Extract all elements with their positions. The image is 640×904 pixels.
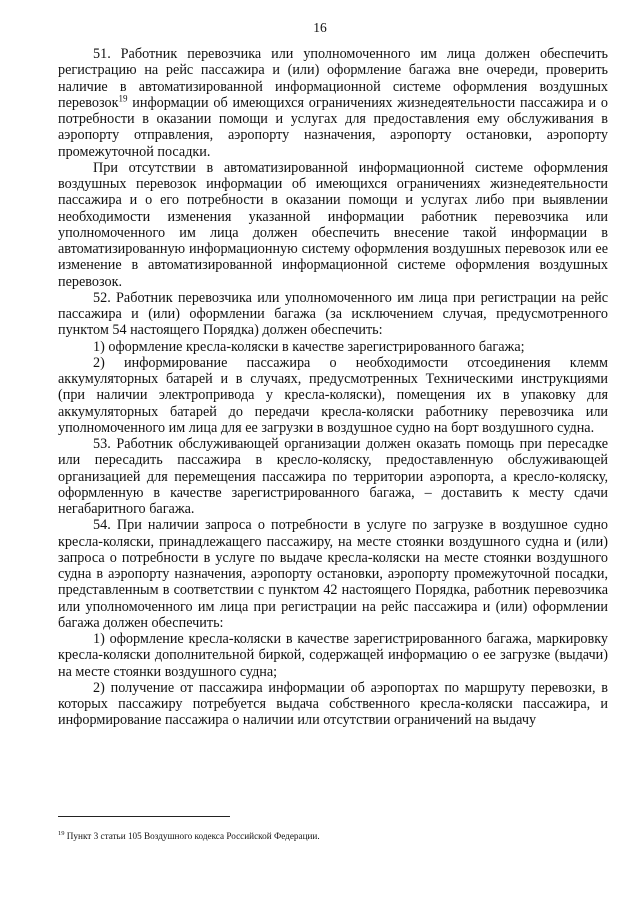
footnote-text: Пункт 3 статьи 105 Воздушного кодекса Российской Федерации.: [66, 831, 320, 841]
paragraph-51-continued: При отсутствии в автоматизированной информационной системе оформления воздушных перевозок информации об имеющихся ограничениях жизнедеятельности пассажира и о его потребности в оказании помощи и услугах либо при выявлении необходимости изменения указанной информации работник перевозчика или уполномоченного им лица должен обеспечить внесение такой информации в автоматизированную информационную систему оформления воздушных перевозок или ее изменение в автоматизированной информационной системе оформления воздушных перевозок.: [58, 159, 608, 290]
footnote: [58, 830, 608, 842]
footnote-divider: [58, 816, 230, 817]
paragraph-52-item-1: 1) оформление кресла-коляски в качестве зарегистрированного багажа;: [93, 338, 525, 355]
footnote-ref-19: 19: [118, 93, 128, 104]
paragraph-53: 53. Работник обслуживающей организации должен оказать помощь при пересадке или пересадить пассажира в кресло-коляску, предоставленную обслуживающей организацией для перемещения пассажира по территории аэропорта, а кресло-коляску, оформленную в качестве зарегистрированного багажа, – доставить к месту сдачи негабаритного багажа.: [58, 436, 608, 517]
paragraph-54-item-2: 2) получение от пассажира информации об аэропортах по маршруту перевозки, в которых пассажиру потребуется выдача собственного кресла-коляски пассажира, и информирование пассажира о наличии или отсутствии ограничений на выдачу: [58, 679, 608, 729]
paragraph-52: 52. Работник перевозчика или уполномоченного им лица при регистрации на рейс пассажира и (или) оформлении багажа (за исключением случая, предусмотренного пунктом 54 настоящего Порядка) должен обеспечить:: [58, 289, 608, 339]
page-number: 16: [313, 20, 327, 35]
body-text: [58, 46, 608, 729]
paragraph-51-text-before: 51. Работник перевозчика или уполномоченного им лица должен обеспечить регистрацию на рейс пассажира и (или) оформление багажа вне очереди, проверить наличие в автоматизированной информационной системе оформления воздушных перевозок: [58, 46, 608, 111]
paragraph-51: [58, 46, 608, 160]
paragraph-54: 54. При наличии запроса о потребности в услуге по загрузке в воздушное судно кресла-коляски, принадлежащего пассажиру, на месте стоянки воздушного судна и (или) запроса о потребности в услуге по выдаче кресла-коляски на месте стоянки воздушного судна в аэропорту назначения, аэропорту остановки, аэропорту промежуточной посадки, представленным в соответствии с пунктом 42 настоящего Порядка, работник перевозчика или уполномоченного им лица при регистрации на рейс пассажира и (или) оформлении багажа должен обеспечить:: [58, 517, 608, 631]
footnote-number: 19: [58, 829, 65, 837]
paragraph-51-text-after: информации об имеющихся ограничениях жизнедеятельности пассажира и о потребности в оказании помощи и услугах для предоставления ему обслуживания в аэропорту отправления, аэропорту назначения, аэропорту остановки, аэропорту промежуточной посадки.: [58, 94, 608, 160]
paragraph-54-item-1: 1) оформление кресла-коляски в качестве зарегистрированного багажа, маркировку кресла-коляски дополнительной биркой, содержащей информацию о ее загрузке (выдачи) на месте стоянки воздушного судна;: [58, 631, 608, 680]
paragraph-52-item-2: 2) информирование пассажира о необходимости отсоединения клемм аккумуляторных батарей и в случаях, предусмотренных Техническими инструкциями (при наличии электропривода у кресла-коляски), помещения их в упаковку для аккумуляторных батарей до передачи кресла-коляски работнику перевозчика или уполномоченного им лица для ее загрузки в воздушное судно на борт воздушного судна.: [58, 354, 608, 436]
